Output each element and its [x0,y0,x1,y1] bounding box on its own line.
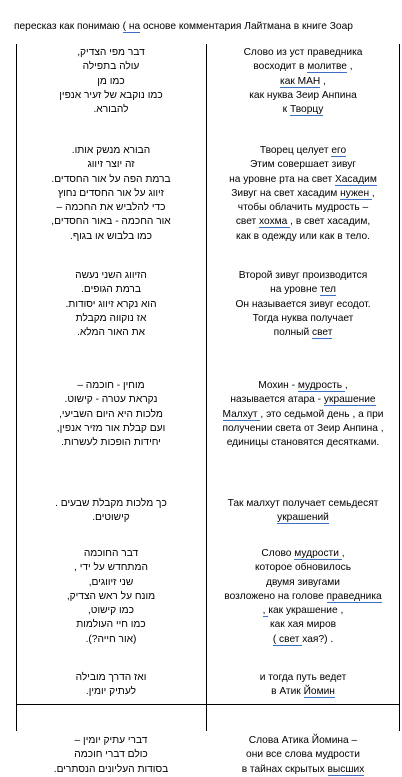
spellcheck-underlined-word: мудрость [297,380,345,391]
spellcheck-underlined-word: как МАН [280,75,321,87]
hebrew-line: אור החכמה - באור החסדים, [51,216,171,228]
text-segment: , [341,548,345,559]
spellcheck-underlined-word: праведника [326,590,382,602]
russian-paragraph [207,547,399,647]
spellcheck-underlined-word: высших [327,763,365,775]
hebrew-line: זה יוצר זיווג [87,159,135,171]
text-segment: Он называется зивуг есодот. [235,298,371,310]
hebrew-line: שני זיווגים, [88,576,134,588]
russian-line [207,379,399,393]
spellcheck-underlined-word: украшение [323,394,376,406]
text-segment: Слова Атика Йомина – [248,735,358,746]
text-segment: в тайнах скрытых [241,763,328,775]
hebrew-line: כמו חיי העולמות [76,619,146,631]
spellcheck-underlined-word: тел [320,284,336,296]
hebrew-line: דבר החוכמה [83,548,139,559]
russian-line [207,497,399,511]
header-underlined-text: ( на [122,21,141,32]
russian-line [207,201,399,215]
spellcheck-underlined-word: ( свет [272,633,303,645]
hebrew-line: כולם דברי חוכמה [74,749,148,761]
hebrew-line: את האור המלא. [76,327,146,339]
spellcheck-underlined-word: его [331,145,347,156]
russian-line [207,671,399,685]
text-segment: и тогда путь ведет [259,672,347,683]
russian-line [207,604,399,618]
russian-line [207,393,399,407]
spellcheck-underlined-word: нужен [340,187,372,199]
russian-line [207,215,399,229]
page-header [14,20,402,34]
text-segment: Творец целует [259,145,332,156]
russian-line [207,326,399,340]
text-segment: называется атара - [230,394,324,406]
russian-line [207,763,399,777]
hebrew-line: זיווג על אור החסדים נחוץ [58,187,164,199]
russian-line [207,230,399,244]
spellcheck-underlined-word: Творцу [289,104,324,116]
russian-line [207,734,399,748]
russian-paragraph [207,269,399,340]
russian-line [207,408,399,422]
text-segment: возложено на голове [224,590,327,602]
hebrew-line: כמו נוקבא של זעיר אנפין [59,89,163,101]
text-segment: Так малхут получает семьдесят [227,498,379,509]
russian-line [207,685,399,699]
russian-line [207,422,399,436]
spellcheck-underlined-word: Йомин [303,686,335,698]
hebrew-line: כמו בלבוש או בגוף. [69,230,152,242]
hebrew-line: הבורא מנשק אותו. [71,145,151,156]
russian-paragraph [207,497,399,526]
text-segment: Слово [261,548,295,559]
hebrew-line: ואז הדרך מובילה [75,672,147,683]
text-segment: чтобы облачить мудрость – [237,202,369,214]
russian-line [207,511,399,525]
hebrew-line: ועם קבלת אור מזיר אנפין, [56,422,166,434]
text-segment: Мохин - [258,380,298,391]
spellcheck-underlined-word: хохма [259,216,291,228]
table-row-divider [16,704,400,705]
russian-line [207,173,399,187]
text-segment: Этим совершает зивуг [249,159,357,171]
text-segment: хая?) . [302,633,334,645]
russian-line [207,269,399,283]
table-border-right [399,44,400,731]
russian-line [207,633,399,647]
hebrew-line: ברמת הפה על אור החסדים. [51,173,171,185]
hebrew-line: (אור חייה?). [85,633,137,645]
russian-line [207,436,399,450]
hebrew-line: ברמת הגופים. [81,284,141,296]
text-segment: как нуква Зеир Анпина [249,89,357,101]
text-segment: получении света от Зеир Анпина , [222,422,384,434]
russian-line [207,576,399,590]
hebrew-line: נקראת עטרה - קישוט. [64,394,158,406]
hebrew-line: אז נוקווה מקבלת [75,312,147,324]
russian-paragraph [207,379,399,450]
russian-paragraph [207,144,399,244]
hebrew-paragraph [16,269,206,340]
text-segment: полный [273,327,312,339]
russian-line [207,312,399,326]
russian-line [207,60,399,74]
text-segment: Тогда нуква получает [252,312,354,324]
hebrew-line: כמו קישוט, [87,605,135,617]
hebrew-paragraph [16,734,206,777]
russian-line [207,618,399,632]
text-segment: , это седьмой день , а при [260,408,384,420]
spellcheck-underlined-word: Хасадим [334,173,377,185]
spellcheck-underlined-word: мудрости [294,548,342,559]
russian-line [207,46,399,60]
hebrew-line: עולה בתפילה [82,61,140,73]
text-segment: к [282,104,290,116]
text-segment: восходит в [253,61,308,73]
hebrew-line: כמו מן [97,75,125,87]
russian-line [207,283,399,297]
text-segment: единицы становятся десятками. [226,437,380,449]
text-segment: , [344,380,348,391]
text-segment: , [371,187,375,199]
hebrew-line: מונח על ראש הצדיק, [66,590,156,602]
russian-paragraph [207,46,399,117]
text-segment: которое обновилось [254,562,352,574]
text-segment: двумя зивугами [266,576,340,588]
russian-line [207,561,399,575]
text-segment: на уровне рта на свет [229,173,335,185]
spellcheck-underlined-word: молитве [307,61,347,73]
hebrew-line: הזיווג השני נעשה [75,270,147,281]
spellcheck-underlined-word: Малхут [222,408,261,420]
russian-paragraph [207,734,399,777]
russian-line [207,158,399,172]
russian-line [207,187,399,201]
hebrew-paragraph [16,497,206,526]
text-segment: Слово из уст праведника [243,47,363,58]
hebrew-paragraph [16,671,206,700]
russian-line [207,547,399,561]
hebrew-paragraph [16,547,206,647]
hebrew-paragraph [16,379,206,450]
hebrew-line: כך מלכות מקבלת שבעים . [55,498,167,509]
russian-line [207,75,399,89]
hebrew-line: דבר מפי הצדיק, [77,47,145,58]
hebrew-paragraph [16,46,206,117]
text-segment: Зивуг на свет хасадим [231,187,341,199]
text-segment: Второй зивуг производится [238,270,368,281]
text-segment: , [320,75,326,87]
text-segment: , в свет хасадим, [290,216,371,228]
text-segment: они все слова мудрости [246,749,360,761]
text-segment: в Атик [271,686,304,698]
header-text: пересказ как понимаю [14,21,123,32]
translation-table [0,44,402,775]
text-segment: свет [235,216,260,228]
header-text-rest: основе комментария Лайтмана в книге Зоар [140,21,353,32]
hebrew-line: יחידות הופכות לעשרות. [61,437,161,449]
russian-line [207,89,399,103]
russian-line [207,144,399,158]
hebrew-line: כדי להלביש את החכמה – [56,202,166,214]
spellcheck-underlined-word: свет [311,327,333,339]
spellcheck-underlined-word: , [262,605,269,617]
text-segment: как украшение , [268,605,344,617]
spellcheck-underlined-word: украшений [277,512,329,524]
russian-paragraph [207,671,399,700]
text-segment: как хая миров [269,619,337,631]
hebrew-line: קישוטים. [92,512,130,524]
text-segment: , [346,61,353,73]
text-segment: как в одежду или как в тело. [236,230,370,242]
russian-line [207,590,399,604]
russian-line [207,103,399,117]
hebrew-line: מלכות היא היום השביעי, [59,408,163,420]
hebrew-line: לעתיק יומין. [85,686,137,698]
russian-line [207,298,399,312]
russian-line [207,748,399,762]
hebrew-line: המתחדש על ידי , [74,562,148,574]
hebrew-line: מוחין - חוכמה – [77,380,145,391]
hebrew-line: דברי עתיק יומין – [74,735,148,746]
hebrew-line: בסודות העליונים הנסתרים. [53,763,169,775]
text-segment: на уровне [270,284,321,296]
hebrew-paragraph [16,144,206,244]
hebrew-line: הוא נקרא זיווג יסודות. [65,298,157,310]
hebrew-line: להבורא. [93,104,129,116]
